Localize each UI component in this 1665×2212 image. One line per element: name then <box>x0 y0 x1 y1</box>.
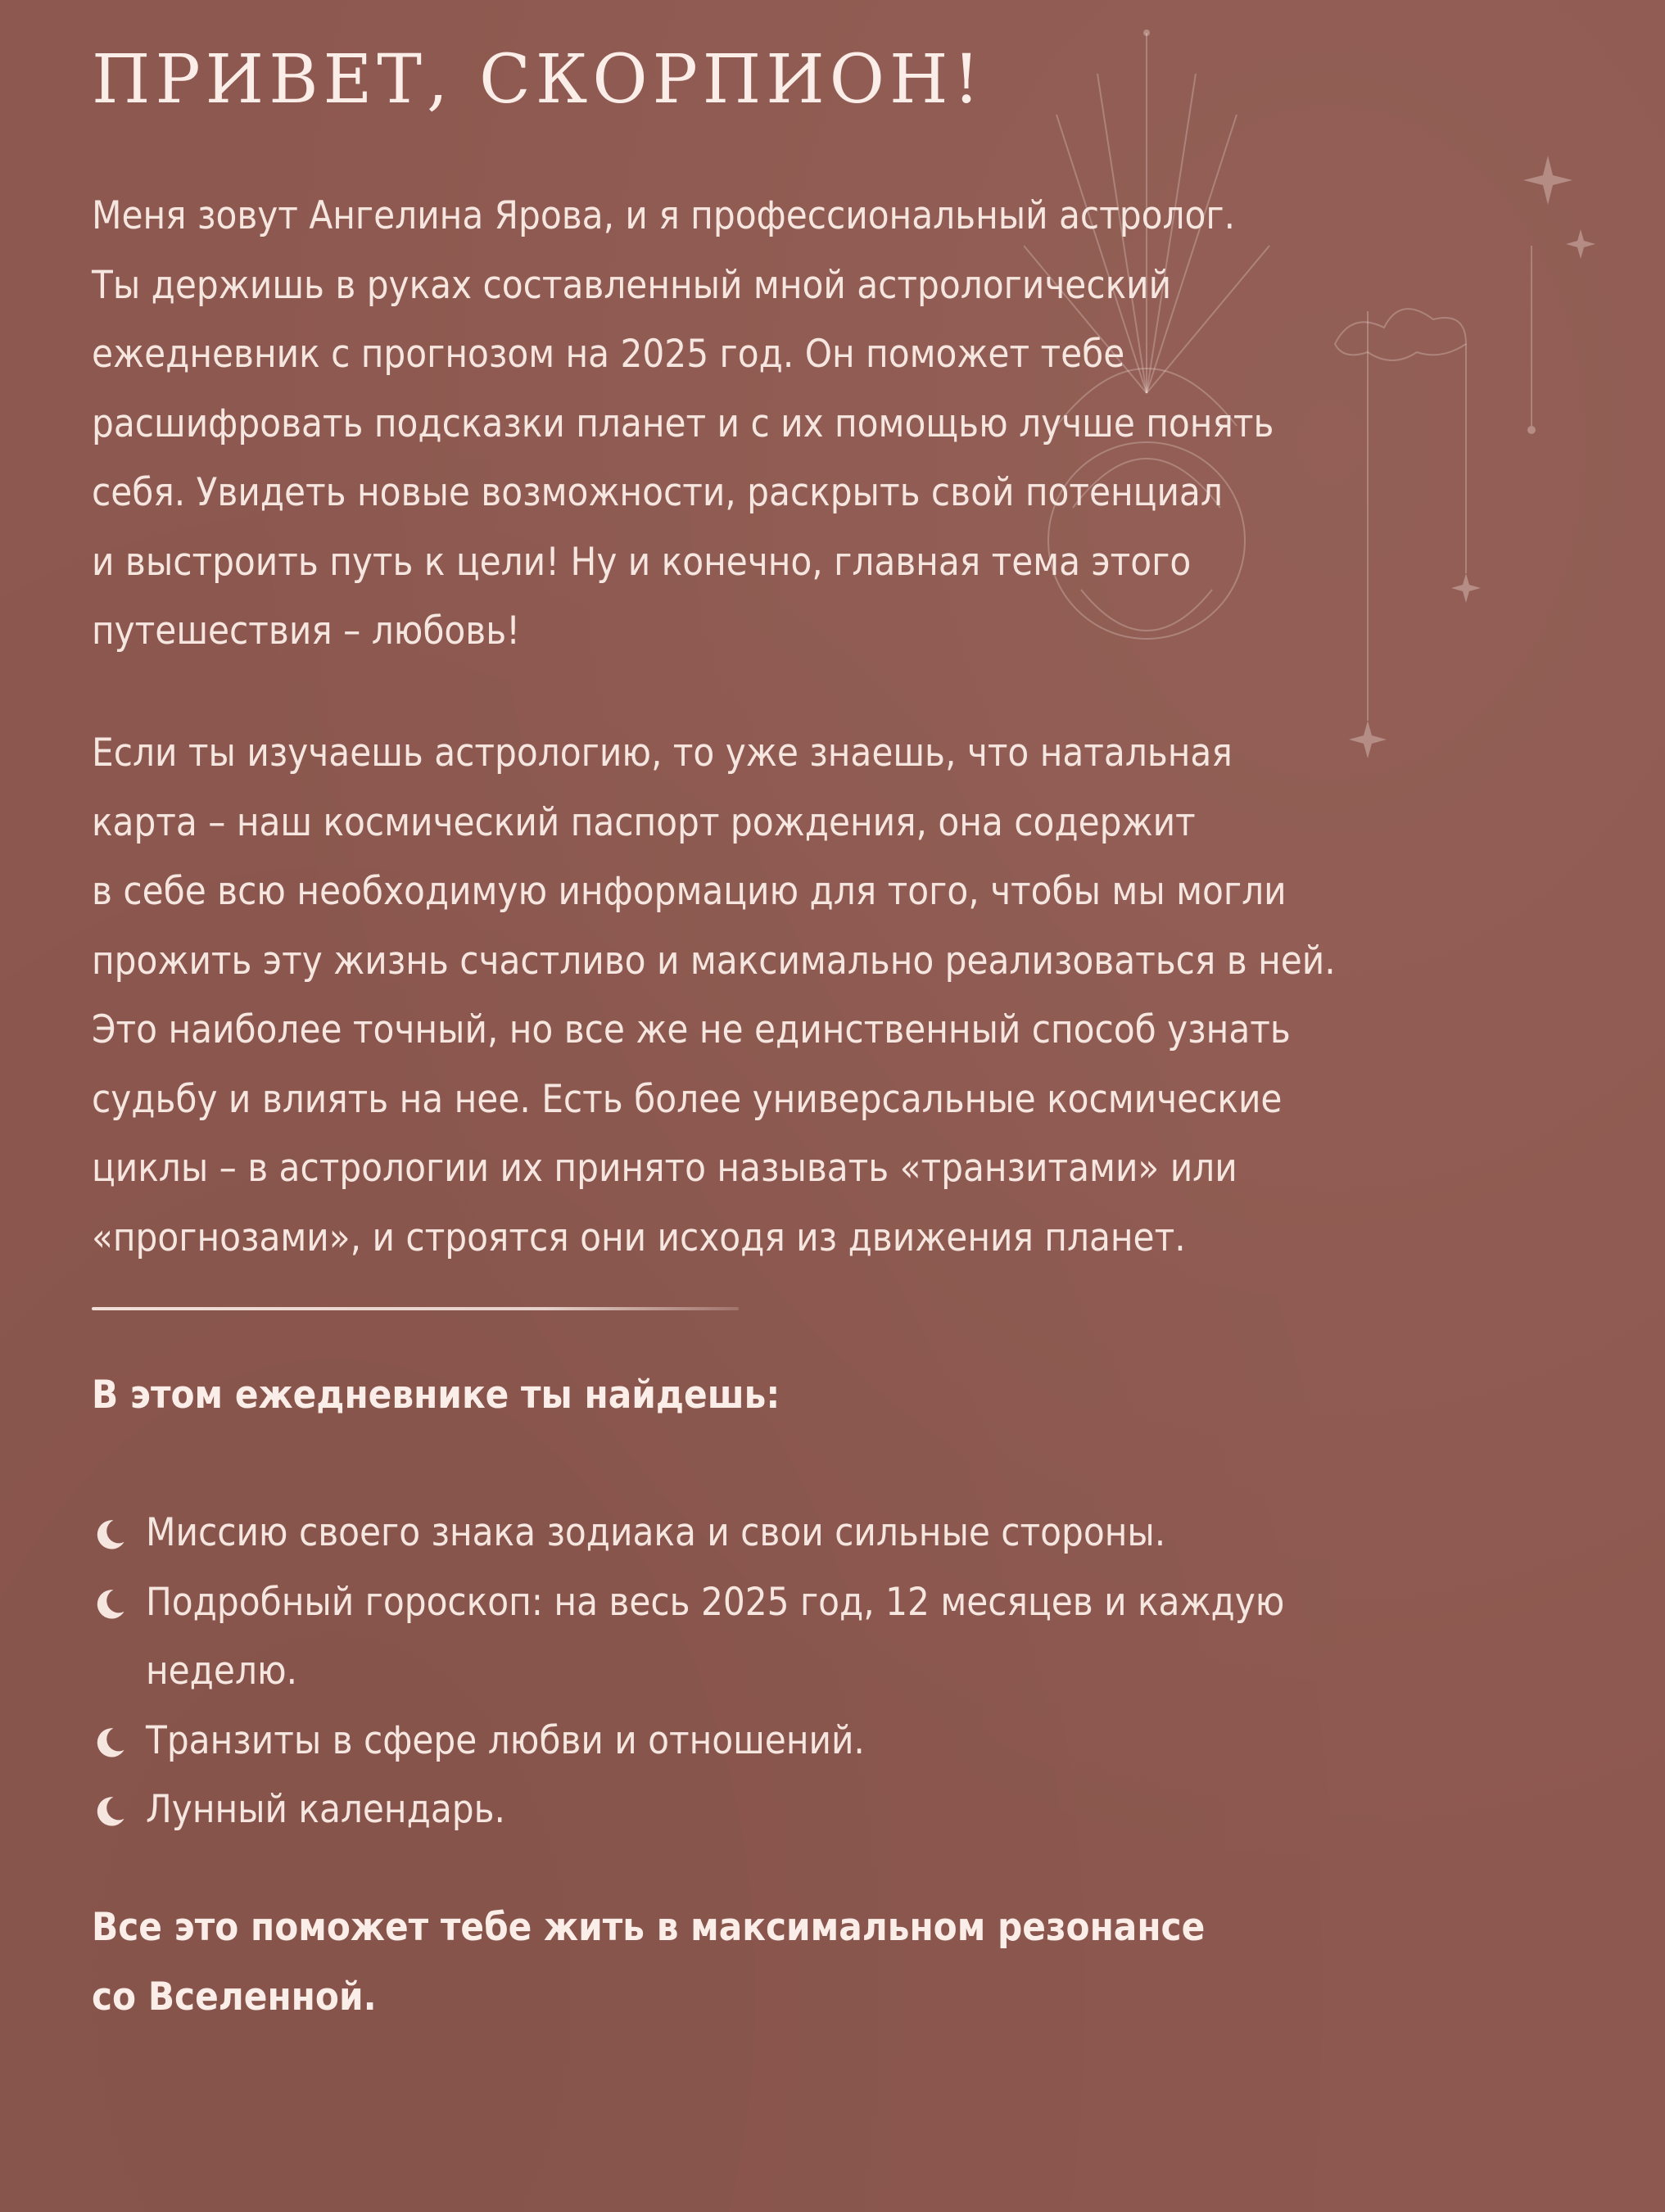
list-item-text: Транзиты в сфере любви и отношений. <box>146 1717 865 1763</box>
intro-line: путешествия – любовь! <box>92 608 521 654</box>
astrology-line: судьбу и влиять на нее. Есть более универсальные космические <box>92 1076 1283 1122</box>
intro-line: Ты держишь в руках составленный мной астрологический <box>92 262 1172 308</box>
list-item <box>92 1775 1284 1845</box>
astrology-line: прожить эту жизнь счастливо и максимально реализоваться в ней. <box>92 938 1336 984</box>
list-item <box>92 1499 1284 1568</box>
list-item <box>92 1707 1284 1776</box>
intro-paragraph <box>92 182 1631 667</box>
closing-statement <box>92 1893 1205 2032</box>
list-item-text: Лунный календарь. <box>146 1787 505 1832</box>
crescent-moon-icon <box>92 1725 128 1761</box>
intro-line: ежедневник с прогнозом на 2025 год. Он поможет тебе <box>92 332 1125 377</box>
astrology-line: карта – наш космический паспорт рождения, она содержит <box>92 799 1196 845</box>
features-list <box>92 1499 1284 1845</box>
intro-line: расшифровать подсказки планет и с их помощью лучше понять <box>92 400 1274 446</box>
astrology-line: «прогнозами», и строятся они исходя из движения планет. <box>92 1215 1186 1260</box>
astrology-line: в себе всю необходимую информацию для того, чтобы мы могли <box>92 869 1287 914</box>
crescent-moon-icon <box>92 1517 128 1553</box>
list-item-continuation <box>92 1637 1284 1707</box>
intro-line: Меня зовут Ангелина Ярова, и я профессиональный астролог. <box>92 193 1236 238</box>
astrology-paragraph <box>92 719 1631 1273</box>
list-item <box>92 1568 1284 1638</box>
astrology-line: циклы – в астрологии их принято называть «транзитами» или <box>92 1146 1237 1191</box>
crescent-moon-icon <box>92 1794 128 1830</box>
features-heading: В этом ежедневнике ты найдешь: <box>92 1373 780 1418</box>
list-item-text: Миссию своего знака зодиака и свои сильные стороны. <box>146 1510 1166 1555</box>
closing-line: Все это поможет тебе жить в максимальном резонансе <box>92 1905 1206 1950</box>
list-item-text: неделю. <box>146 1649 297 1694</box>
astrology-line: Если ты изучаешь астрологию, то уже знаешь, что натальная <box>92 731 1233 776</box>
intro-line: и выстроить путь к цели! Ну и конечно, главная тема этого <box>92 539 1192 585</box>
list-item-text: Подробный гороскоп: на весь 2025 год, 12 месяцев и каждую <box>146 1579 1285 1625</box>
section-divider <box>92 1307 739 1310</box>
astrology-line: Это наиболее точный, но все же не единственный способ узнать <box>92 1007 1291 1052</box>
page-title: ПРИВЕТ, СКОРПИОН! <box>92 41 985 119</box>
intro-line: себя. Увидеть новые возможности, раскрыть свой потенциал <box>92 470 1223 515</box>
crescent-moon-icon <box>92 1586 128 1622</box>
closing-line: со Вселенной. <box>92 1974 377 2020</box>
